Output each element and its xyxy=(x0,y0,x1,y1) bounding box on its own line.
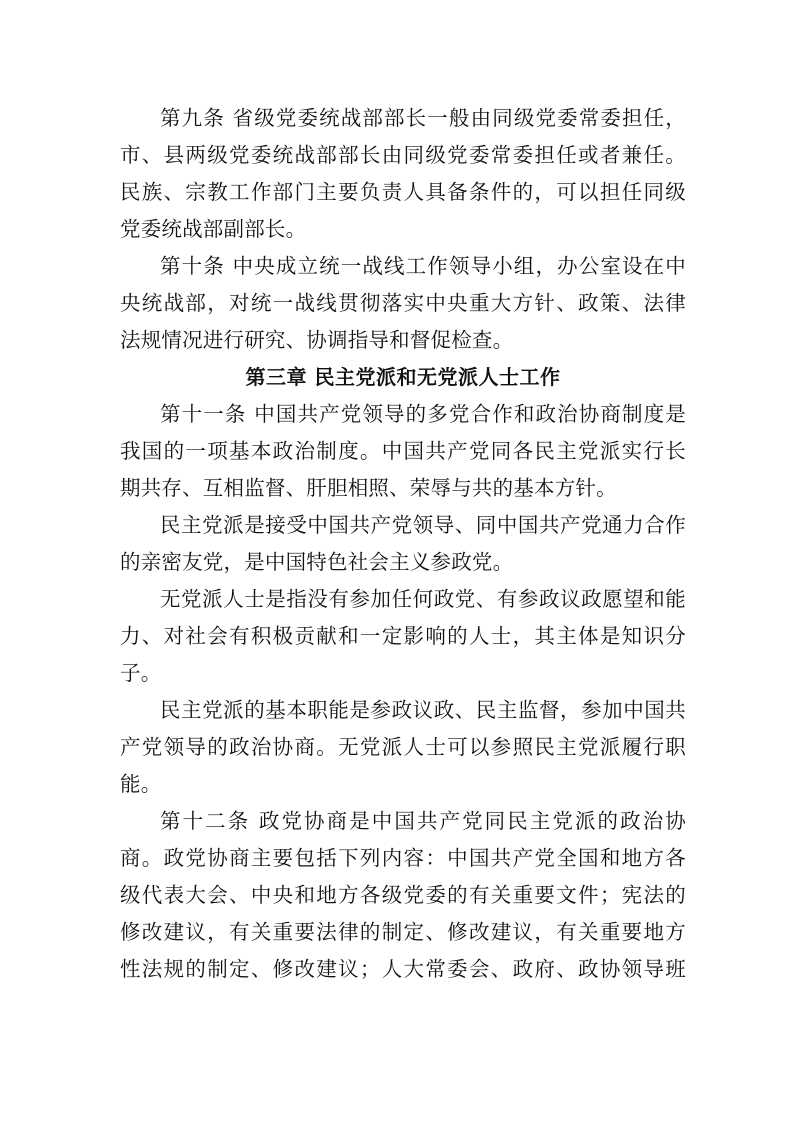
article-12-line-1: 第十二条 政党协商是中国共产党同民主党派的政治协 xyxy=(160,809,686,833)
article-12-line-3: 级代表大会、中央和地方各级党委的有关重要文件；宪法的 xyxy=(120,883,686,907)
article-12-line-2: 商。政党协商主要包括下列内容：中国共产党全国和地方各 xyxy=(120,846,686,870)
article-9-line-2: 市、县两级党委统战部部长由同级党委常委担任或者兼任。 xyxy=(120,143,686,167)
paragraph-democratic-parties-line-1: 民主党派是接受中国共产党领导、同中国共产党通力合作 xyxy=(160,513,686,537)
article-9-line-4: 党委统战部副部长。 xyxy=(120,217,307,241)
article-11-line-2: 我国的一项基本政治制度。中国共产党同各民主党派实行长 xyxy=(120,439,686,463)
article-12-line-5: 性法规的制定、修改建议；人大常委会、政府、政协领导班 xyxy=(120,957,686,981)
article-11-line-1: 第十一条 中国共产党领导的多党合作和政治协商制度是 xyxy=(160,402,686,426)
paragraph-democratic-parties-line-2: 的亲密友党，是中国特色社会主义参政党。 xyxy=(120,550,514,574)
article-10-line-3: 法规情况进行研究、协调指导和督促检查。 xyxy=(120,328,514,352)
paragraph-functions-line-2: 产党领导的政治协商。无党派人士可以参照民主党派履行职 xyxy=(120,735,686,759)
document-page xyxy=(120,100,686,988)
article-10-line-1: 第十条 中央成立统一战线工作领导小组，办公室设在中 xyxy=(160,254,686,278)
article-10-line-2: 央统战部，对统一战线贯彻落实中央重大方针、政策、法律 xyxy=(120,291,686,315)
article-9-line-1: 第九条 省级党委统战部部长一般由同级党委常委担任， xyxy=(160,106,686,130)
article-12-line-4: 修改建议，有关重要法律的制定、修改建议，有关重要地方 xyxy=(120,920,686,944)
article-11-line-3: 期共存、互相监督、肝胆相照、荣辱与共的基本方针。 xyxy=(120,476,617,500)
paragraph-non-party-line-1: 无党派人士是指没有参加任何政党、有参政议政愿望和能 xyxy=(160,587,686,611)
paragraph-functions-line-1: 民主党派的基本职能是参政议政、民主监督，参加中国共 xyxy=(160,698,686,722)
chapter-3-heading: 第三章 民主党派和无党派人士工作 xyxy=(245,365,561,389)
paragraph-functions-line-3: 能。 xyxy=(120,772,162,796)
article-9-line-3: 民族、宗教工作部门主要负责人具备条件的，可以担任同级 xyxy=(120,180,686,204)
paragraph-non-party-line-2: 力、对社会有积极贡献和一定影响的人士，其主体是知识分 xyxy=(120,624,686,648)
paragraph-non-party-line-3: 子。 xyxy=(120,661,162,685)
